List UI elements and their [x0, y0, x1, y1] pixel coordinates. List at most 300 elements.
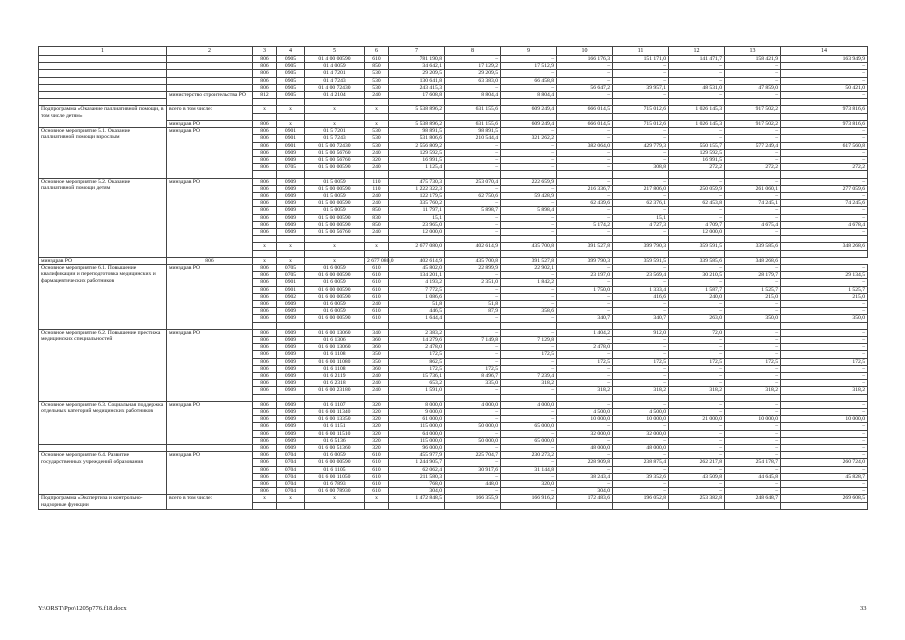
amount-cell: 74 245,6: [781, 200, 868, 207]
code-cell: 0909: [277, 329, 305, 336]
code-cell: 610: [365, 308, 389, 315]
amount-cell: 1 842,2: [501, 279, 557, 286]
amount-cell: –: [613, 207, 669, 214]
amount-cell: [781, 99, 868, 106]
amount-cell: –: [669, 92, 725, 99]
amount-cell: 862,5: [389, 358, 445, 365]
amount-cell: 62 062,4: [389, 466, 445, 473]
amount-cell: –: [781, 329, 868, 336]
amount-cell: –: [781, 92, 868, 99]
amount-cell: 318,2: [781, 387, 868, 394]
code-cell: 350: [365, 351, 389, 358]
amount-cell: 609 249,4: [501, 120, 557, 127]
code-cell: 0905: [277, 92, 305, 99]
code-cell: 806: [253, 301, 277, 308]
amount-cell: [389, 236, 445, 243]
amount-cell: –: [725, 430, 781, 437]
amount-cell: 666 014,5: [557, 106, 613, 113]
code-cell: 830: [365, 214, 389, 221]
amount-cell: –: [781, 279, 868, 286]
code-cell: 0909: [277, 423, 305, 430]
amount-cell: 4 709,7: [669, 221, 725, 228]
program-name-cell: [39, 92, 167, 99]
amount-cell: 359 591,5: [613, 257, 669, 264]
amount-cell: 51,8: [445, 301, 501, 308]
program-name-cell: Основное мероприятие 6.2. Повышение престижа медицинских специальностей: [39, 329, 167, 401]
code-cell: 610: [365, 315, 389, 322]
code-cell: 01 6 00 00590: [305, 272, 365, 279]
amount-cell: 4 500,0: [613, 409, 669, 416]
code-cell: 0705: [277, 265, 305, 272]
program-name-cell: [39, 445, 167, 452]
executor-cell: [167, 84, 253, 91]
amount-cell: 11 797,1: [389, 207, 445, 214]
amount-cell: 8 000,0: [389, 401, 445, 408]
amount-cell: 17 512,9: [501, 63, 557, 70]
amount-cell: –: [725, 228, 781, 235]
code-cell: [305, 99, 365, 106]
code-cell: x: [253, 257, 277, 264]
amount-cell: 29 134,5: [781, 272, 868, 279]
amount-cell: [389, 99, 445, 106]
amount-cell: 130 641,8: [389, 77, 445, 84]
amount-cell: [501, 322, 557, 329]
code-cell: x: [365, 106, 389, 113]
code-cell: 806: [253, 409, 277, 416]
amount-cell: –: [725, 401, 781, 408]
code-cell: 850: [365, 221, 389, 228]
code-cell: 01 6 7893: [305, 481, 365, 488]
amount-cell: –: [445, 185, 501, 192]
amount-cell: –: [557, 70, 613, 77]
amount-cell: –: [669, 301, 725, 308]
code-cell: 0909: [277, 445, 305, 452]
code-cell: 806: [253, 272, 277, 279]
amount-cell: –: [669, 488, 725, 495]
amount-cell: –: [669, 409, 725, 416]
amount-cell: –: [501, 315, 557, 322]
code-cell: 610: [365, 488, 389, 495]
amount-cell: 382 064,0: [557, 142, 613, 149]
code-cell: x: [305, 243, 365, 250]
amount-cell: [557, 171, 613, 178]
code-cell: 0909: [277, 387, 305, 394]
code-cell: 01 6 00 11080: [305, 358, 365, 365]
amount-cell: 163 949,9: [781, 56, 868, 63]
amount-cell: 15,1: [613, 214, 669, 221]
amount-cell: –: [781, 192, 868, 199]
code-cell: 350: [365, 358, 389, 365]
executor-cell: всего в том числе:: [167, 106, 253, 120]
amount-cell: –: [445, 164, 501, 171]
amount-cell: –: [781, 308, 868, 315]
amount-cell: 446,5: [389, 308, 445, 315]
amount-cell: 272,2: [725, 164, 781, 171]
code-cell: [277, 171, 305, 178]
code-cell: 806: [253, 149, 277, 156]
amount-cell: [669, 322, 725, 329]
amount-cell: –: [725, 301, 781, 308]
code-cell: 806: [167, 257, 253, 264]
amount-cell: 8 804,4: [501, 92, 557, 99]
code-cell: 806: [253, 481, 277, 488]
amount-cell: 4 000,0: [501, 401, 557, 408]
executor-cell: минздрав РО: [167, 329, 253, 401]
code-cell: 806: [253, 178, 277, 185]
amount-cell: –: [725, 452, 781, 459]
amount-cell: –: [613, 228, 669, 235]
amount-cell: –: [725, 207, 781, 214]
amount-cell: 1 026 145,3: [669, 106, 725, 113]
column-number: 8: [445, 47, 501, 56]
column-number: 10: [557, 47, 613, 56]
amount-cell: –: [781, 301, 868, 308]
amount-cell: [389, 171, 445, 178]
amount-cell: 38 243,4: [557, 473, 613, 480]
table-row: [39, 452, 868, 459]
code-cell: 0905: [277, 63, 305, 70]
amount-cell: 2 556 809,2: [389, 142, 445, 149]
amount-cell: –: [501, 214, 557, 221]
amount-cell: 391 527,8: [557, 243, 613, 250]
amount-cell: 5 174,2: [557, 221, 613, 228]
amount-cell: 50 421,0: [781, 84, 868, 91]
executor-cell: минздрав РО: [39, 257, 167, 264]
amount-cell: [725, 171, 781, 178]
code-cell: 0909: [277, 308, 305, 315]
amount-cell: –: [725, 279, 781, 286]
code-cell: 610: [365, 452, 389, 459]
amount-cell: –: [445, 149, 501, 156]
code-cell: 01 5 00 72430: [305, 142, 365, 149]
code-cell: 01 5 0059: [305, 192, 365, 199]
code-cell: 806: [253, 200, 277, 207]
amount-cell: 98 891,5: [445, 128, 501, 135]
amount-cell: 250 059,9: [669, 185, 725, 192]
amount-cell: –: [669, 265, 725, 272]
code-cell: 806: [253, 279, 277, 286]
amount-cell: –: [501, 301, 557, 308]
code-cell: [365, 236, 389, 243]
amount-cell: –: [613, 178, 669, 185]
code-cell: 320: [365, 416, 389, 423]
amount-cell: 129 592,5: [669, 149, 725, 156]
amount-cell: 172,5: [669, 358, 725, 365]
code-cell: x: [365, 120, 389, 127]
code-cell: 0909: [277, 301, 305, 308]
column-number: 1: [39, 47, 167, 56]
code-cell: 01 6 0059: [305, 452, 365, 459]
amount-cell: –: [781, 135, 868, 142]
code-cell: 806: [253, 221, 277, 228]
amount-cell: [725, 322, 781, 329]
executor-cell: [167, 445, 253, 452]
code-cell: 0909: [277, 228, 305, 235]
amount-cell: –: [725, 466, 781, 473]
amount-cell: –: [557, 265, 613, 272]
column-number: 12: [669, 47, 725, 56]
code-cell: 01 6 0059: [305, 265, 365, 272]
amount-cell: –: [445, 315, 501, 322]
amount-cell: 172,5: [389, 365, 445, 372]
amount-cell: –: [445, 214, 501, 221]
amount-cell: –: [781, 380, 868, 387]
amount-cell: 17 129,2: [445, 63, 501, 70]
amount-cell: 4 000,0: [445, 401, 501, 408]
amount-cell: [613, 250, 669, 257]
code-cell: 240: [365, 164, 389, 171]
code-cell: 01 4 7201: [305, 70, 365, 77]
executor-cell: минздрав РО: [167, 178, 253, 257]
code-cell: 01 5 00 00590: [305, 221, 365, 228]
code-cell: 806: [253, 120, 277, 127]
code-cell: 0705: [277, 164, 305, 171]
code-cell: 360: [365, 337, 389, 344]
amount-cell: [445, 394, 501, 401]
amount-cell: [557, 322, 613, 329]
code-cell: 806: [253, 156, 277, 163]
executor-cell: [167, 63, 253, 70]
amount-cell: –: [613, 423, 669, 430]
code-cell: 0909: [277, 351, 305, 358]
code-cell: [305, 502, 365, 509]
amount-cell: 9 000,0: [389, 409, 445, 416]
code-cell: 806: [253, 70, 277, 77]
amount-cell: –: [557, 380, 613, 387]
amount-cell: 781 190,8: [389, 56, 445, 63]
amount-cell: –: [557, 373, 613, 380]
code-cell: 0704: [277, 452, 305, 459]
amount-cell: –: [445, 156, 501, 163]
amount-cell: 917 502,2: [725, 106, 781, 113]
amount-cell: –: [669, 351, 725, 358]
program-name-cell: Основное мероприятие 6.1. Повышение квалификации и переподготовка медицинских и фармацевтических работников: [39, 265, 167, 330]
amount-cell: 115 000,0: [389, 423, 445, 430]
amount-cell: –: [445, 387, 501, 394]
amount-cell: –: [501, 128, 557, 135]
amount-cell: 455 977,9: [389, 452, 445, 459]
code-cell: [253, 113, 277, 120]
amount-cell: –: [613, 401, 669, 408]
code-cell: x: [365, 243, 389, 250]
amount-cell: –: [613, 466, 669, 473]
amount-cell: [501, 99, 557, 106]
code-cell: 320: [365, 401, 389, 408]
amount-cell: –: [613, 63, 669, 70]
amount-cell: –: [501, 293, 557, 300]
code-cell: 01 5 00 56760: [305, 149, 365, 156]
code-cell: 806: [253, 437, 277, 444]
amount-cell: [557, 113, 613, 120]
amount-cell: 65 000,0: [501, 437, 557, 444]
amount-cell: –: [613, 192, 669, 199]
amount-cell: 577 249,4: [725, 142, 781, 149]
amount-cell: [501, 171, 557, 178]
amount-cell: 62 453,8: [669, 200, 725, 207]
amount-cell: 272,2: [781, 164, 868, 171]
amount-cell: 1 587,7: [669, 286, 725, 293]
amount-cell: –: [445, 84, 501, 91]
amount-cell: –: [501, 430, 557, 437]
amount-cell: 631 155,6: [445, 120, 501, 127]
amount-cell: 115 000,0: [389, 437, 445, 444]
code-cell: x: [253, 106, 277, 113]
amount-cell: [613, 236, 669, 243]
amount-cell: –: [613, 301, 669, 308]
amount-cell: 62 376,1: [613, 200, 669, 207]
amount-cell: –: [557, 423, 613, 430]
amount-cell: –: [781, 265, 868, 272]
amount-cell: –: [669, 344, 725, 351]
amount-cell: 15,1: [389, 214, 445, 221]
amount-cell: 5 898,7: [445, 207, 501, 214]
code-cell: 320: [365, 445, 389, 452]
amount-cell: –: [669, 373, 725, 380]
amount-cell: –: [781, 63, 868, 70]
amount-cell: 2 677 080,0: [365, 257, 389, 264]
amount-cell: –: [725, 77, 781, 84]
amount-cell: –: [557, 337, 613, 344]
amount-cell: 912,0: [613, 329, 669, 336]
code-cell: 0909: [277, 401, 305, 408]
amount-cell: –: [557, 351, 613, 358]
amount-cell: 22 899,9: [445, 265, 501, 272]
amount-cell: 318,2: [613, 387, 669, 394]
code-cell: [365, 250, 389, 257]
amount-cell: 653,2: [389, 380, 445, 387]
amount-cell: 1 026 145,3: [669, 120, 725, 127]
amount-cell: –: [781, 409, 868, 416]
code-cell: 01 6 00 11510: [305, 430, 365, 437]
amount-cell: –: [781, 156, 868, 163]
amount-cell: [557, 250, 613, 257]
amount-cell: –: [501, 387, 557, 394]
amount-cell: –: [501, 358, 557, 365]
amount-cell: [501, 113, 557, 120]
code-cell: 806: [253, 286, 277, 293]
amount-cell: 222 659,9: [501, 178, 557, 185]
amount-cell: 253 382,8: [669, 495, 725, 502]
amount-cell: –: [781, 401, 868, 408]
amount-cell: –: [613, 351, 669, 358]
amount-cell: –: [725, 337, 781, 344]
code-cell: 01 6 00 00590: [305, 286, 365, 293]
amount-cell: [669, 113, 725, 120]
amount-cell: [613, 322, 669, 329]
amount-cell: 339 585,6: [725, 243, 781, 250]
amount-cell: –: [781, 452, 868, 459]
code-cell: 806: [253, 192, 277, 199]
amount-cell: [445, 322, 501, 329]
amount-cell: 61 000,0: [389, 416, 445, 423]
amount-cell: 172,5: [725, 358, 781, 365]
amount-cell: [725, 236, 781, 243]
amount-cell: [725, 250, 781, 257]
code-cell: [253, 171, 277, 178]
code-cell: 0909: [277, 221, 305, 228]
code-cell: 0704: [277, 481, 305, 488]
code-cell: 806: [253, 445, 277, 452]
amount-cell: –: [445, 228, 501, 235]
code-cell: 01 6 00 13350: [305, 416, 365, 423]
code-cell: 01 5 00 00590: [305, 185, 365, 192]
amount-cell: 29 209,5: [389, 70, 445, 77]
amount-cell: 416,6: [613, 293, 669, 300]
amount-cell: [613, 99, 669, 106]
amount-cell: 350,0: [725, 315, 781, 322]
program-name-cell: [39, 56, 167, 63]
code-cell: 240: [365, 387, 389, 394]
amount-cell: –: [501, 473, 557, 480]
code-cell: 240: [365, 301, 389, 308]
code-cell: [253, 250, 277, 257]
amount-cell: 1 333,4: [613, 286, 669, 293]
code-cell: 01 6 00 13060: [305, 329, 365, 336]
amount-cell: 5 538 896,2: [389, 106, 445, 113]
code-cell: [365, 99, 389, 106]
amount-cell: 172,5: [557, 358, 613, 365]
document-file-path: Y:\ORST\Ppo\1205p776.f18.docx: [38, 605, 127, 612]
amount-cell: 217 806,0: [613, 185, 669, 192]
page-number: 33: [860, 605, 867, 612]
amount-cell: [781, 250, 868, 257]
amount-cell: [557, 236, 613, 243]
amount-cell: 2 478,0: [557, 344, 613, 351]
code-cell: 806: [253, 452, 277, 459]
amount-cell: –: [501, 84, 557, 91]
amount-cell: –: [501, 149, 557, 156]
code-cell: 01 6 1108: [305, 351, 365, 358]
column-number: 9: [501, 47, 557, 56]
executor-cell: минздрав РО: [167, 452, 253, 495]
code-cell: 0905: [277, 84, 305, 91]
code-cell: 01 6 00 11340: [305, 409, 365, 416]
column-number: 4: [277, 47, 305, 56]
code-cell: x: [365, 495, 389, 502]
amount-cell: [445, 250, 501, 257]
amount-cell: 340,7: [557, 315, 613, 322]
amount-cell: –: [669, 70, 725, 77]
amount-cell: –: [557, 466, 613, 473]
amount-cell: –: [781, 214, 868, 221]
amount-cell: 172,5: [501, 351, 557, 358]
amount-cell: 358,6: [501, 308, 557, 315]
code-cell: 01 5 00 00590: [305, 200, 365, 207]
amount-cell: –: [445, 488, 501, 495]
amount-cell: [389, 322, 445, 329]
amount-cell: –: [725, 265, 781, 272]
amount-cell: 215,0: [781, 293, 868, 300]
code-cell: x: [253, 243, 277, 250]
amount-cell: 7 129,8: [501, 337, 557, 344]
amount-cell: 64 000,0: [389, 430, 445, 437]
code-cell: [365, 502, 389, 509]
code-cell: 806: [253, 387, 277, 394]
amount-cell: 4 675,4: [725, 221, 781, 228]
amount-cell: 12 000,0: [669, 228, 725, 235]
table-row: [39, 56, 868, 63]
code-cell: 01 6 0059: [305, 301, 365, 308]
amount-cell: 715 012,6: [613, 106, 669, 113]
amount-cell: 429 779,3: [613, 142, 669, 149]
code-cell: 0909: [277, 430, 305, 437]
amount-cell: –: [613, 380, 669, 387]
amount-cell: [389, 250, 445, 257]
code-cell: 01 5 0059: [305, 178, 365, 185]
amount-cell: 134 201,1: [389, 272, 445, 279]
amount-cell: 141 471,7: [669, 56, 725, 63]
amount-cell: 2 478,0: [389, 344, 445, 351]
